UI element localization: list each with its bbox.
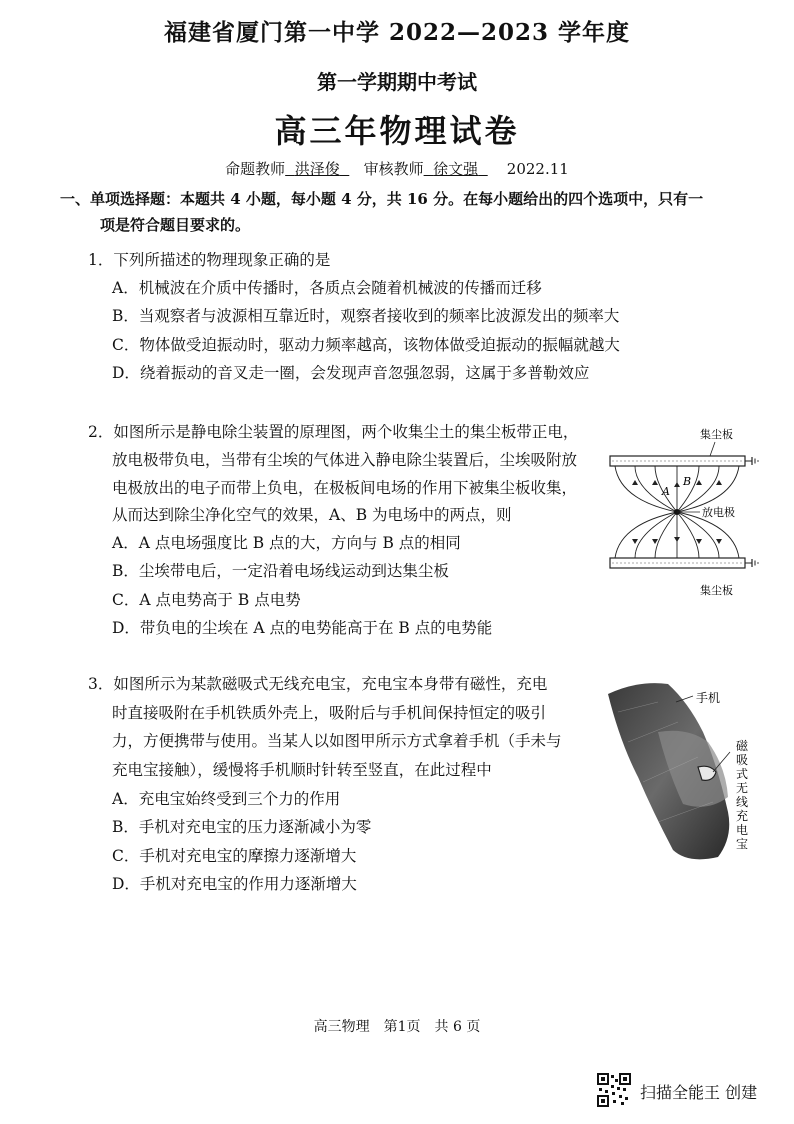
svg-text:充: 充 (736, 809, 749, 823)
q3-stem-line3: 力，方便携带与使用。当某人以如图甲所示方式拿着手机（手未与 (112, 732, 562, 750)
q2-stem-line2: 放电极带负电，当带有尘埃的气体进入静电除尘装置后，尘埃吸附放 (112, 451, 578, 469)
q1-stem: 1．下列所描述的物理现象正确的是 (88, 251, 331, 269)
bottom-plate-label: 集尘板 (700, 584, 733, 597)
svg-text:磁: 磁 (736, 739, 749, 753)
point-b-label: B (683, 475, 692, 488)
q1-option-c: C．物体做受迫振动时，驱动力频率越高，该物体做受迫振动的振幅就越大 (112, 336, 620, 354)
electrode-label: 放电极 (702, 506, 735, 519)
powerbank-label (736, 739, 749, 851)
reviewer-name: 徐文强 (433, 160, 479, 178)
phone-powerbank-photo (598, 672, 768, 867)
exam-date: 2022.11 (506, 160, 569, 178)
svg-text:电: 电 (736, 823, 749, 837)
svg-text:线: 线 (736, 795, 749, 809)
paper-title: 高三年物理试卷 (274, 112, 520, 150)
section-heading-line2: 项是符合题目要求的。 (100, 216, 251, 234)
top-plate-label: 集尘板 (700, 428, 733, 441)
phone-label: 手机 (696, 691, 721, 705)
q1-option-d: D．绕着振动的音叉走一圈，会发现声音忽强忽弱，这属于多普勒效应 (112, 364, 590, 382)
q3-option-a: A．充电宝始终受到三个力的作用 (112, 790, 341, 808)
svg-text:宝: 宝 (736, 837, 749, 851)
q2-option-b: B．尘埃带电后，一定沿着电场线运动到达集尘板 (112, 562, 449, 580)
q2-option-a: A．A 点电场强度比 B 点的大，方向与 B 点的相同 (112, 534, 461, 552)
svg-text:式: 式 (736, 767, 749, 781)
q2-stem-line3: 电极放出的电子而带上负电，在极板间电场的作用下被集尘板收集， (112, 479, 578, 497)
exam-title: 第一学期期中考试 (317, 70, 477, 94)
q1-option-a: A．机械波在介质中传播时，各质点会随着机械波的传播而迁移 (112, 279, 542, 297)
q3-option-d: D．手机对充电宝的作用力逐渐增大 (112, 875, 357, 893)
q3-stem-line4: 充电宝接触），缓慢将手机顺时针转至竖直，在此过程中 (112, 761, 492, 779)
section-heading-line1: 一、单项选择题：本题共 4 小题，每小题 4 分，共 16 分。在每小题给出的四个选项中，只有一 (60, 190, 704, 208)
qr-code-icon (597, 1073, 631, 1107)
q3-stem-line2: 时直接吸附在手机铁质外壳上，吸附后与手机间保持恒定的吸引 (112, 704, 547, 722)
q3-option-b: B．手机对充电宝的压力逐渐减小为零 (112, 818, 372, 836)
school-title: 福建省厦门第一中学 2022—2023 学年度 (163, 19, 631, 46)
q1-option-b: B．当观察者与波源相互靠近时，观察者接收到的频率比波源发出的频率大 (112, 307, 620, 325)
q2-option-d: D．带负电的尘埃在 A 点的电势能高于在 B 点的电势能 (112, 619, 493, 637)
author-label: 命题教师 (225, 160, 286, 178)
q3-stem-line1: 3．如图所示为某款磁吸式无线充电宝，充电宝本身带有磁性，充电 (88, 675, 548, 693)
q3-option-c: C．手机对充电宝的摩擦力逐渐增大 (112, 847, 357, 865)
svg-text:吸: 吸 (736, 753, 749, 767)
reviewer-label: 审核教师 (363, 160, 424, 178)
point-a-label: A (662, 485, 670, 498)
scanner-watermark: 扫描全能王 创建 (640, 1083, 758, 1102)
q2-stem-line1: 2．如图所示是静电除尘装置的原理图，两个收集尘土的集尘板带正电， (88, 423, 579, 441)
q2-option-c: C．A 点电势高于 B 点电势 (112, 591, 301, 609)
exam-meta (0, 158, 794, 179)
q2-stem-line4: 从而达到除尘净化空气的效果，A、B 为电场中的两点，则 (112, 506, 512, 524)
precipitator-diagram (600, 420, 775, 605)
author-name: 洪泽俊 (294, 160, 340, 178)
page-footer: 高三物理 第1页 共 6 页 (313, 1019, 481, 1035)
svg-text:无: 无 (736, 781, 749, 795)
